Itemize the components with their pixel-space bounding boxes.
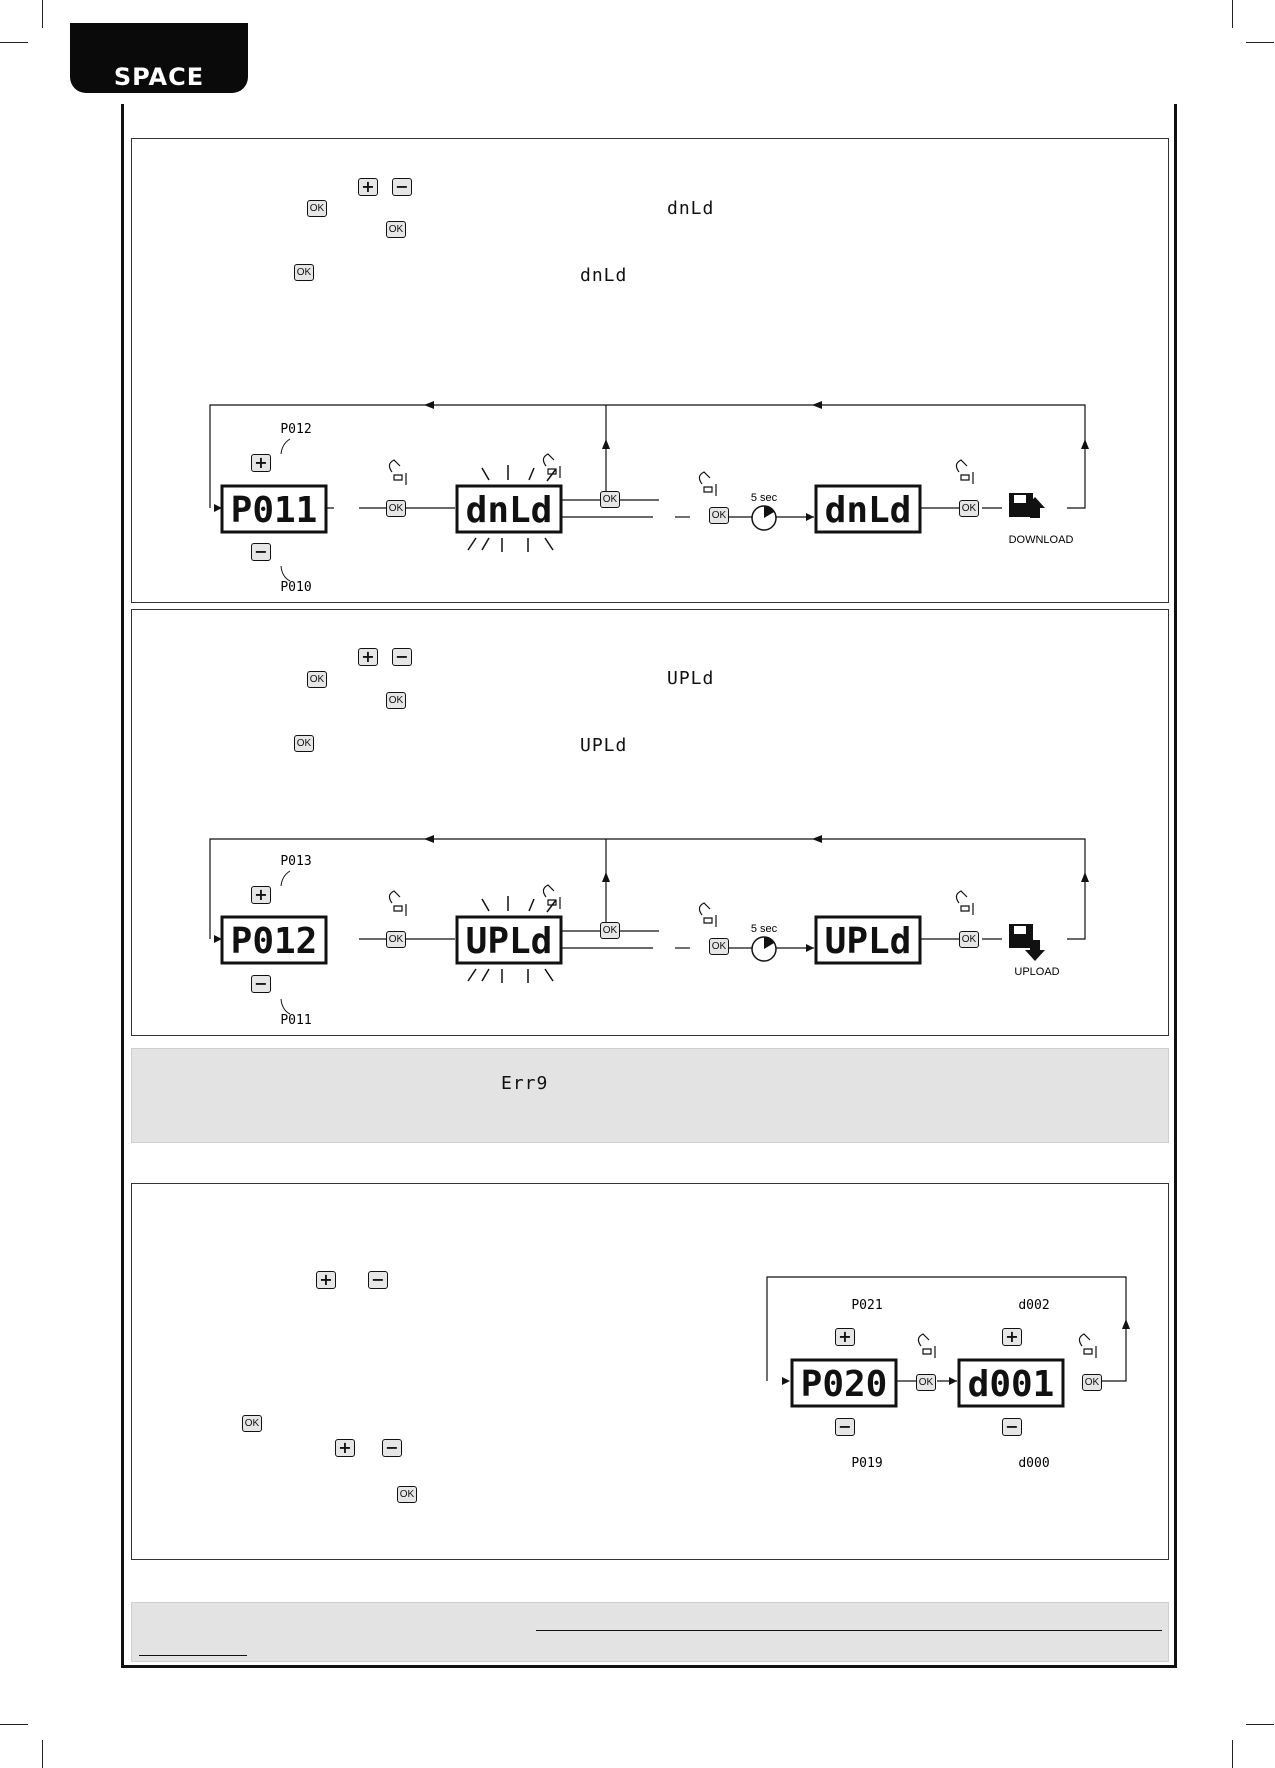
note-underline: [536, 1630, 1162, 1631]
download-caption: DOWNLOAD: [1008, 534, 1074, 546]
crop-mark: [1246, 42, 1274, 43]
lcd-diag-param: P020: [800, 1364, 888, 1405]
crop-mark: [1232, 0, 1233, 28]
minus-key-icon: −: [1002, 1418, 1022, 1436]
inline-display-text: UPLd: [667, 668, 715, 689]
ok-key-icon: OK: [709, 507, 729, 524]
error-display-text: Err9: [501, 1073, 549, 1094]
plus-key-icon: +: [1002, 1328, 1022, 1346]
lcd-current-param: P012: [230, 921, 318, 962]
floppy-download-icon: [1009, 493, 1045, 518]
upload-flow-diagram: [132, 610, 1170, 1037]
plus-key-icon: +: [835, 1328, 855, 1346]
inline-display-text: dnLd: [580, 265, 628, 286]
plus-key-icon: +: [335, 1439, 355, 1457]
crop-mark: [1232, 1740, 1233, 1768]
inline-display-text: dnLd: [667, 198, 715, 219]
diagnostic-panel: [131, 1183, 1169, 1560]
plus-key-icon: +: [251, 454, 271, 472]
ok-key-icon: OK: [242, 1415, 262, 1432]
ok-key-icon: OK: [294, 735, 314, 752]
ok-key-icon: OK: [600, 922, 620, 939]
ok-key-icon: OK: [307, 200, 327, 217]
diag-value-prev-label: d000: [1018, 1456, 1050, 1471]
inline-display-text: UPLd: [580, 735, 628, 756]
ok-key-icon: OK: [916, 1374, 936, 1391]
lcd-blink-display: UPLd: [465, 921, 553, 962]
lcd-done-display: dnLd: [824, 490, 912, 531]
timer-label: 5 sec: [750, 923, 778, 935]
ok-key-icon: OK: [386, 221, 406, 238]
minus-key-icon: −: [368, 1271, 388, 1289]
ok-key-icon: OK: [600, 491, 620, 508]
lcd-done-display: UPLd: [824, 921, 912, 962]
plus-key-icon: +: [316, 1271, 336, 1289]
next-param-label: P010: [280, 580, 312, 595]
ok-key-icon: OK: [709, 938, 729, 955]
lcd-diag-value: d001: [967, 1364, 1055, 1405]
ok-key-icon: OK: [386, 931, 406, 948]
diagnostic-flow-diagram: [132, 1184, 1170, 1561]
bottom-note-panel: [131, 1602, 1169, 1662]
minus-key-icon: −: [251, 975, 271, 993]
crop-mark: [0, 1724, 28, 1725]
minus-key-icon: −: [382, 1439, 402, 1457]
diag-param-prev-label: P019: [851, 1456, 883, 1471]
ok-key-icon: OK: [294, 264, 314, 281]
lcd-blink-display: dnLd: [465, 490, 553, 531]
minus-key-icon: −: [392, 178, 412, 196]
diag-param-next-label: P021: [851, 1298, 883, 1313]
error-note-panel: [131, 1048, 1169, 1143]
prev-param-label: P012: [280, 422, 312, 437]
upload-caption: UPLOAD: [1014, 966, 1060, 978]
lcd-current-param: P011: [230, 490, 318, 531]
download-panel: [131, 138, 1169, 603]
note-underline: [139, 1655, 247, 1656]
minus-key-icon: −: [251, 543, 271, 561]
ok-key-icon: OK: [386, 692, 406, 709]
download-flow-diagram: [132, 139, 1170, 604]
plus-key-icon: +: [358, 178, 378, 196]
brand-tab: [70, 23, 248, 93]
crop-mark: [0, 42, 28, 43]
floppy-upload-icon: [1009, 924, 1045, 961]
ok-key-icon: OK: [386, 500, 406, 517]
next-param-label: P011: [280, 1013, 312, 1028]
timer-label: 5 sec: [750, 492, 778, 504]
ok-key-icon: OK: [959, 500, 979, 517]
ok-key-icon: OK: [397, 1486, 417, 1503]
prev-param-label: P013: [280, 854, 312, 869]
diag-value-next-label: d002: [1018, 1298, 1050, 1313]
ok-key-icon: OK: [959, 931, 979, 948]
plus-key-icon: +: [358, 648, 378, 666]
crop-mark: [42, 0, 43, 28]
brand-label: SPACE: [113, 63, 205, 91]
minus-key-icon: −: [835, 1418, 855, 1436]
crop-mark: [1246, 1724, 1274, 1725]
minus-key-icon: −: [392, 648, 412, 666]
crop-mark: [42, 1740, 43, 1768]
plus-key-icon: +: [251, 886, 271, 904]
upload-panel: [131, 609, 1169, 1036]
ok-key-icon: OK: [1082, 1374, 1102, 1391]
ok-key-icon: OK: [307, 671, 327, 688]
